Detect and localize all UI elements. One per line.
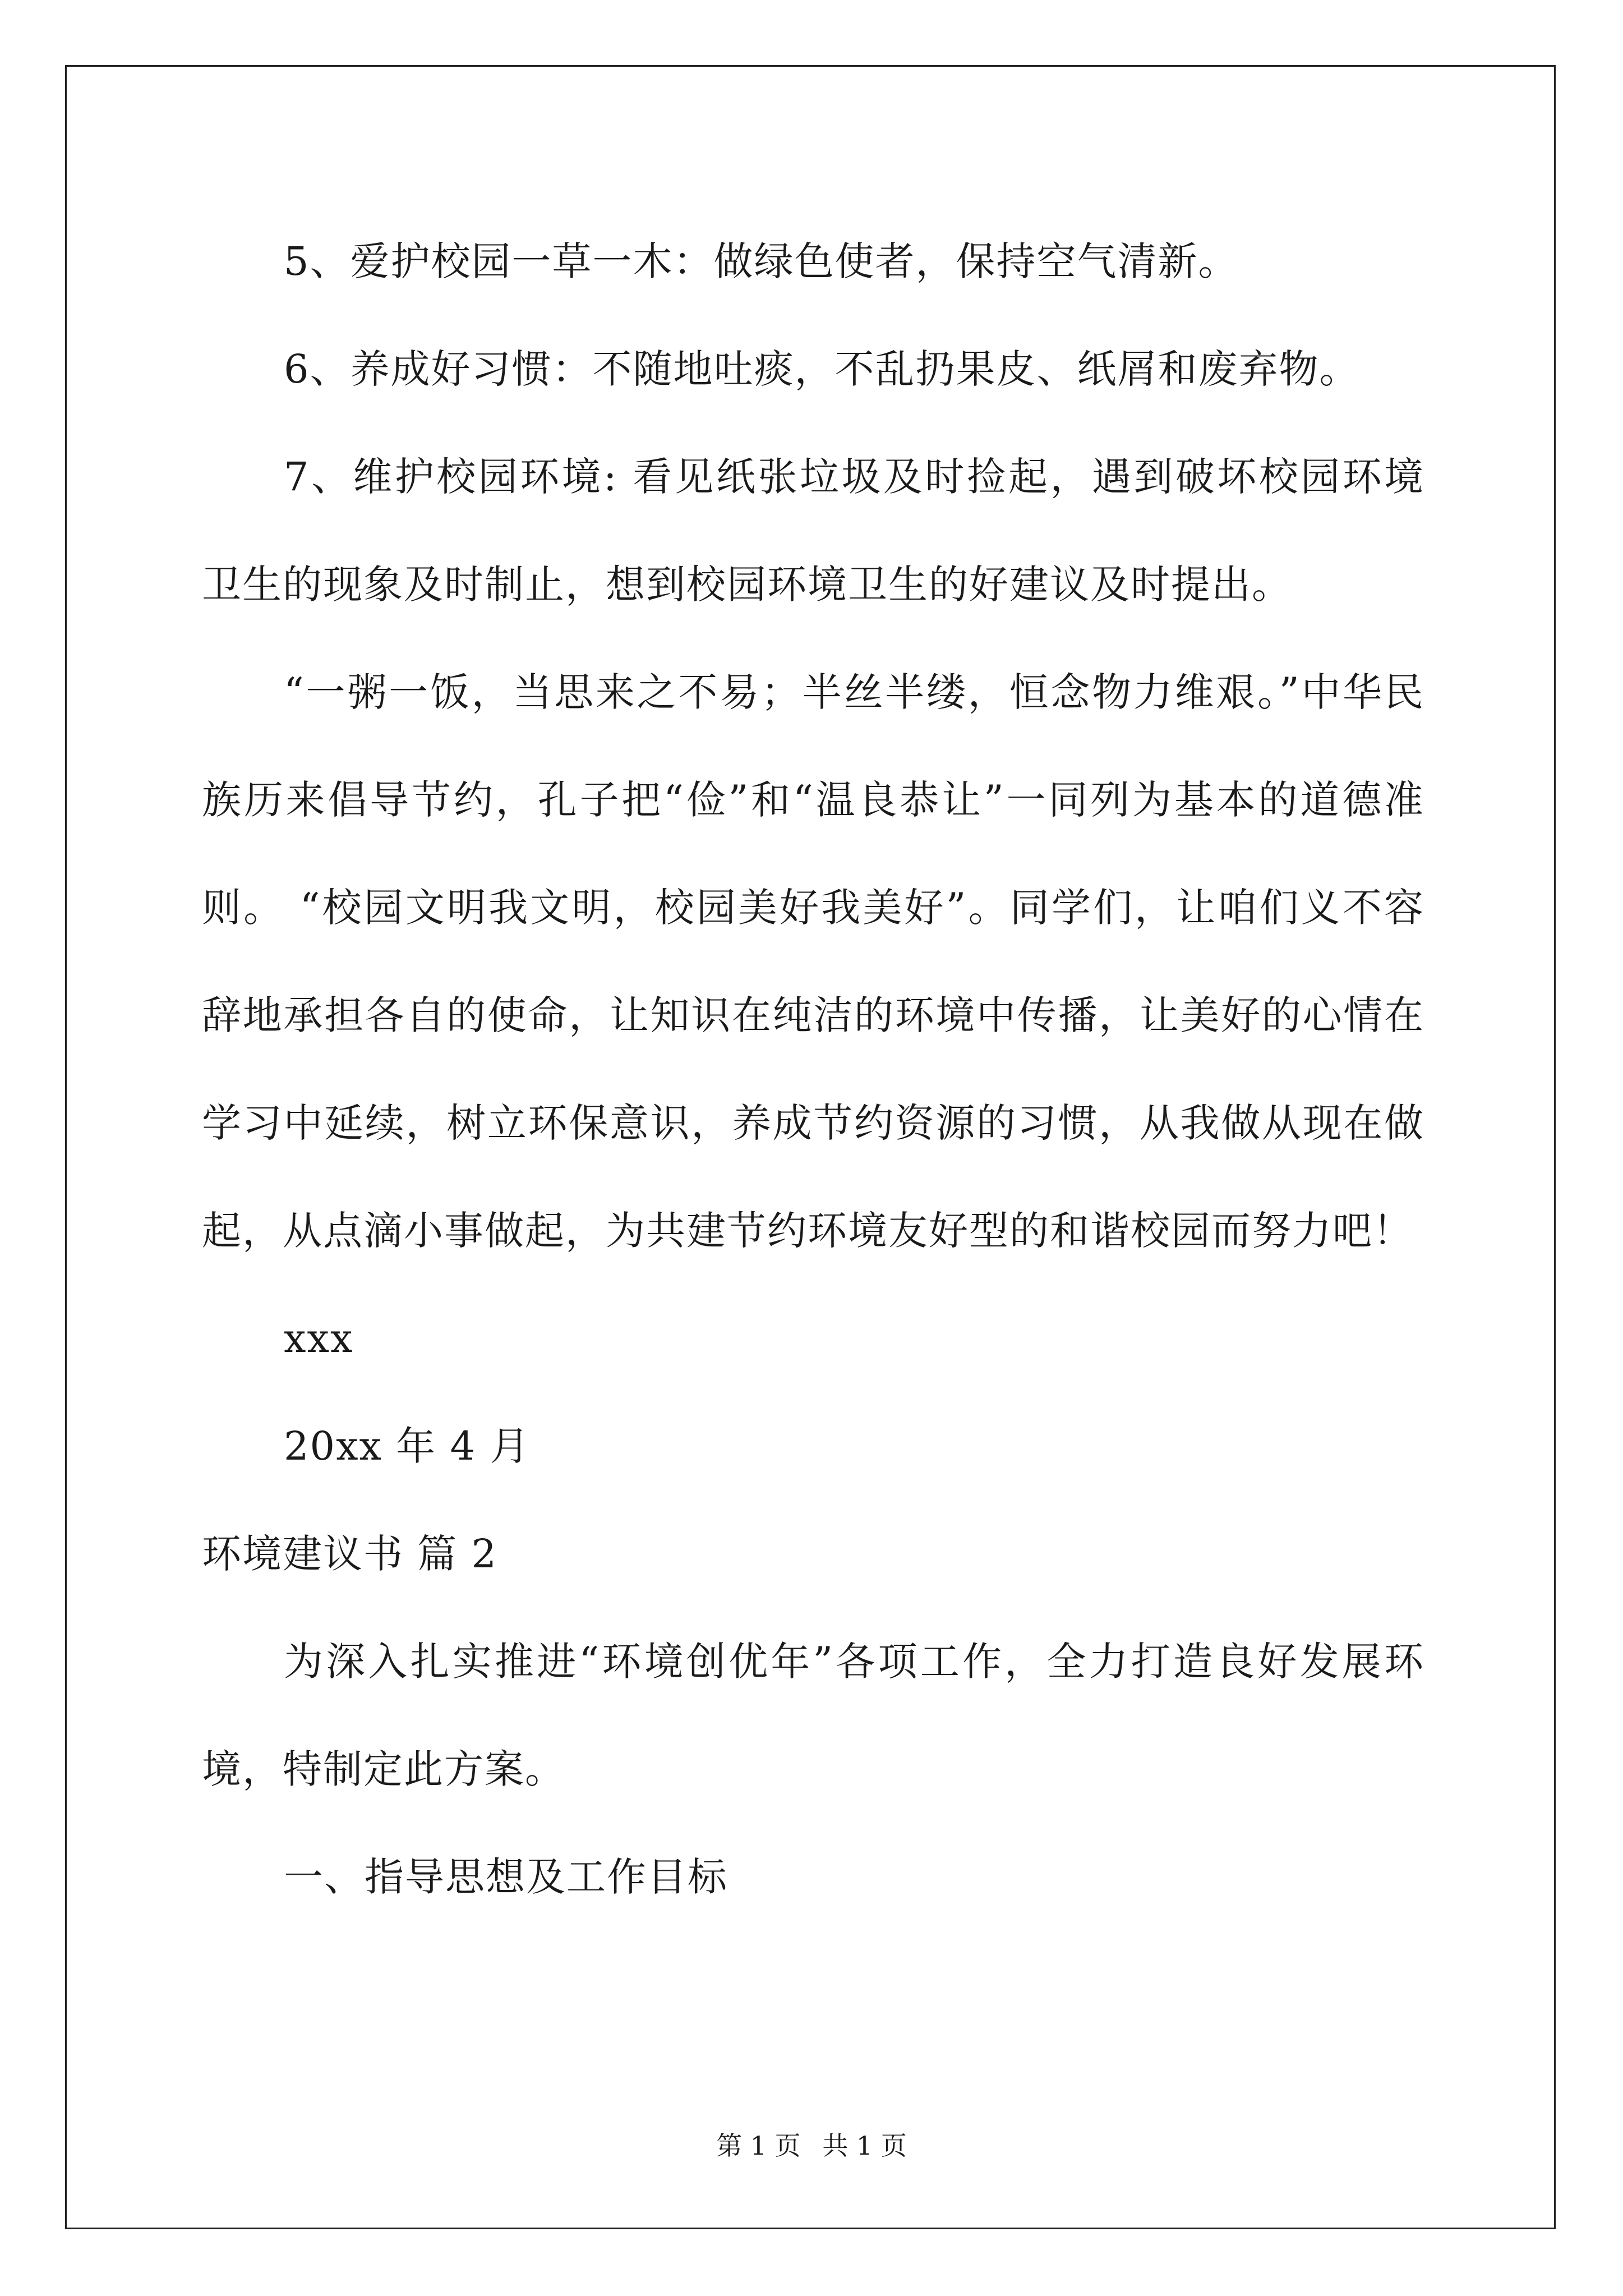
document-body — [202, 208, 1424, 1931]
date-line: 20xx 年 4 月 — [284, 1423, 531, 1469]
closing-paragraph: “一粥一饭，当思来之不易；半丝半缕，恒念物力维艰。”中华民族历来倡导节约，孔子把“俭”和“温良恭让”一同列为基本的道德准则。 “校园文明我文明，校园美好我美好”。同学们，让咱们义不容辞地承担各自的使命，让知识在纯洁的环境中传播，让美好的心情在学习中延续，树立环保意识，养成节约资源的习惯，从我做从现在做起，从点滴小事做起，为共建节约环境友好型的和谐校园而努力吧！ — [202, 669, 1424, 1254]
page-number-total: 共 1 页 — [822, 2131, 907, 2161]
list-item-6: 6、养成好习惯：不随地吐痰，不乱扔果皮、纸屑和废弃物。 — [284, 346, 1360, 392]
list-item-5: 5、爱护校园一草一木：做绿色使者，保持空气清新。 — [284, 238, 1239, 284]
intro-paragraph: 为深入扎实推进“环境创优年”各项工作，全力打造良好发展环境，特制定此方案。 — [202, 1639, 1424, 1792]
page-footer — [0, 2129, 1623, 2162]
section-title: 环境建议书 篇 2 — [202, 1531, 498, 1577]
page-number-current: 第 1 页 — [716, 2131, 801, 2161]
heading-guiding-ideology: 一、指导思想及工作目标 — [284, 1854, 728, 1900]
list-item-7: 7、维护校园环境: 看见纸张垃圾及时捡起，遇到破坏校园环境卫生的现象及时制止，想到校园环境卫生的好建议及时提出。 — [202, 454, 1424, 608]
signature: xxx — [284, 1315, 354, 1361]
